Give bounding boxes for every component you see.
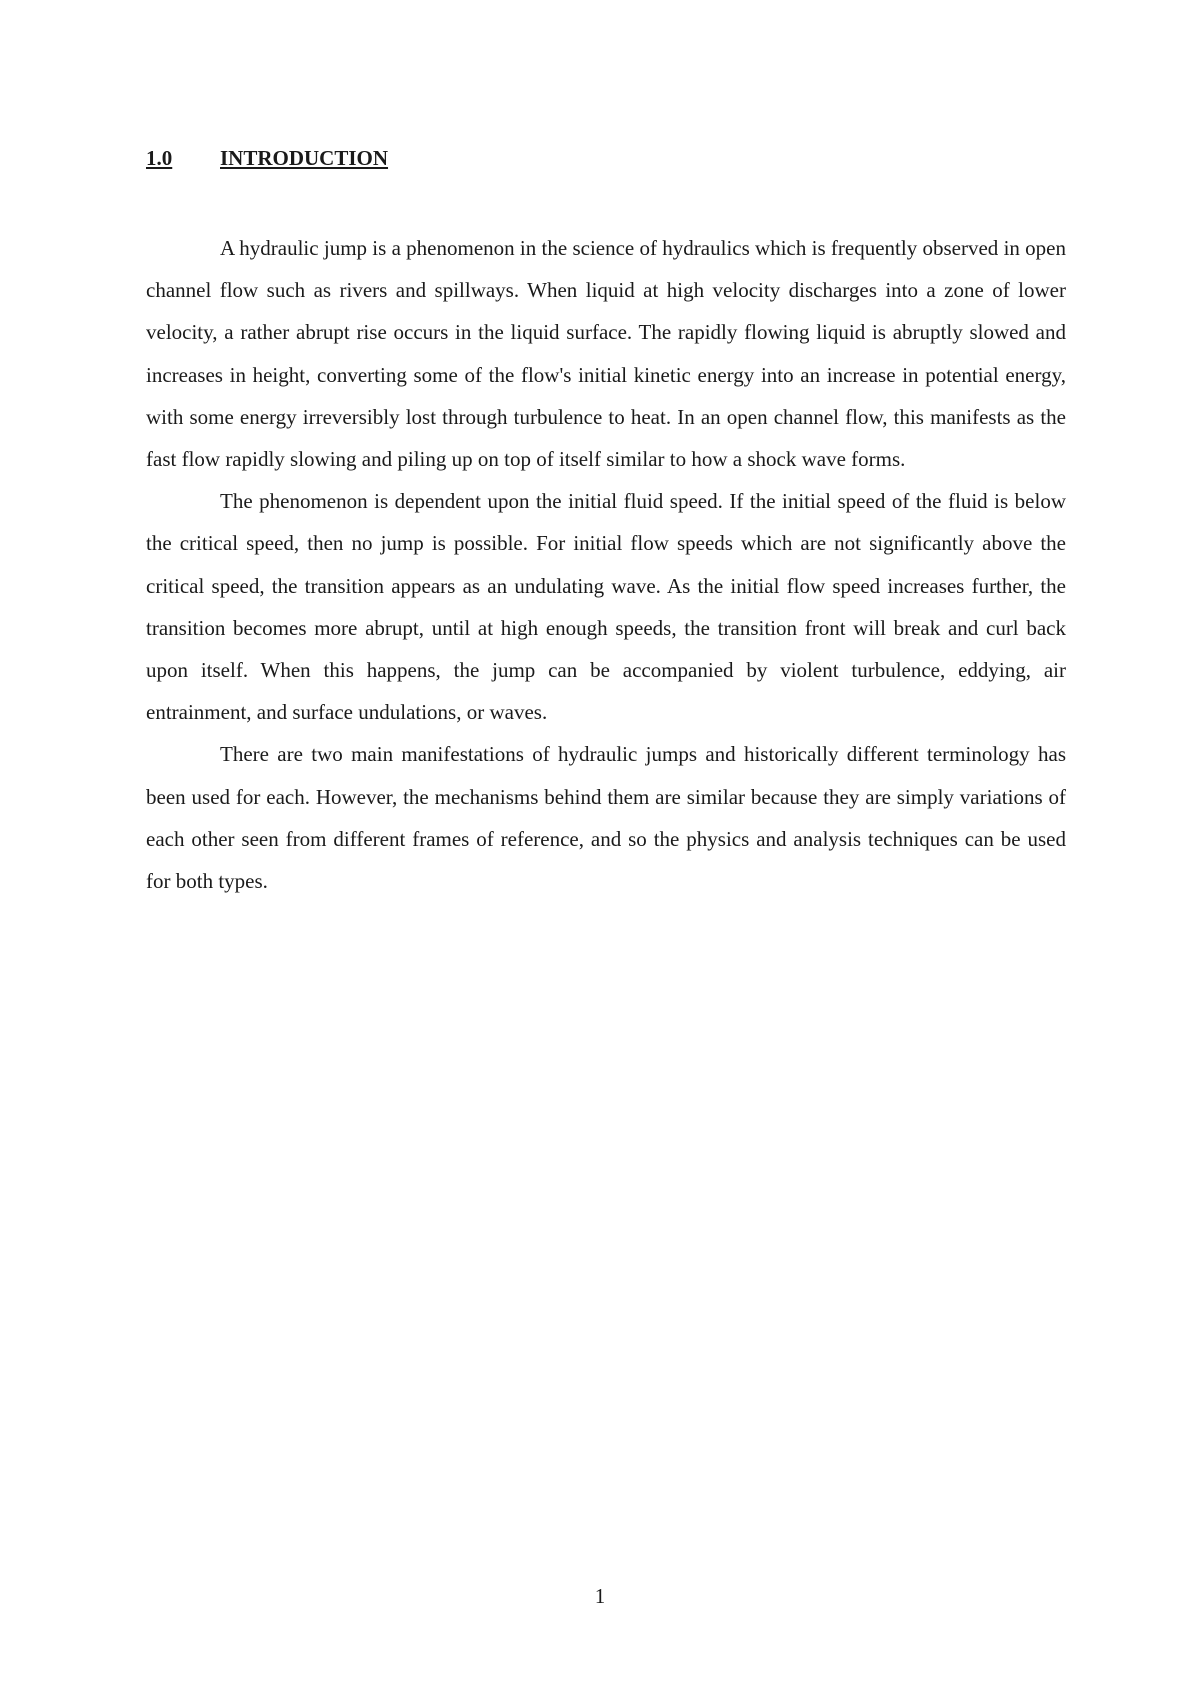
section-title: INTRODUCTION bbox=[220, 146, 389, 170]
paragraph-1: A hydraulic jump is a phenomenon in the science of hydraulics which is frequently observed in open channel flow such as rivers and spillways. When liquid at high velocity discharges into a zone of lower velocity, a rather abrupt rise occurs in the liquid surface. The rapidly flowing liquid is abruptly slowed and increases in height, converting some of the flow's initial kinetic energy into an increase in potential energy, with some energy irreversibly lost through turbulence to heat. In an open channel flow, this manifests as the fast flow rapidly slowing and piling up on top of itself similar to how a shock wave forms. bbox=[146, 236, 1066, 472]
section-heading bbox=[146, 146, 388, 171]
page-number: 1 bbox=[594, 1584, 606, 1608]
paragraph-2: The phenomenon is dependent upon the initial fluid speed. If the initial speed of the fluid is below the critical speed, then no jump is possible. For initial flow speeds which are not significantly above the critical speed, the transition appears as an undulating wave. As the initial flow speed increases further, the transition becomes more abrupt, until at high enough speeds, the transition front will break and curl back upon itself. When this happens, the jump can be accompanied by violent turbulence, eddying, air entrainment, and surface undulations, or waves. bbox=[146, 489, 1066, 725]
section-number: 1.0 bbox=[146, 146, 173, 170]
paragraph-3: There are two main manifestations of hydraulic jumps and historically different terminology has been used for each. However, the mechanisms behind them are similar because they are simply variations of each other seen from different frames of reference, and so the physics and analysis techniques can be used for both types. bbox=[146, 742, 1066, 894]
body-text bbox=[146, 227, 1066, 902]
